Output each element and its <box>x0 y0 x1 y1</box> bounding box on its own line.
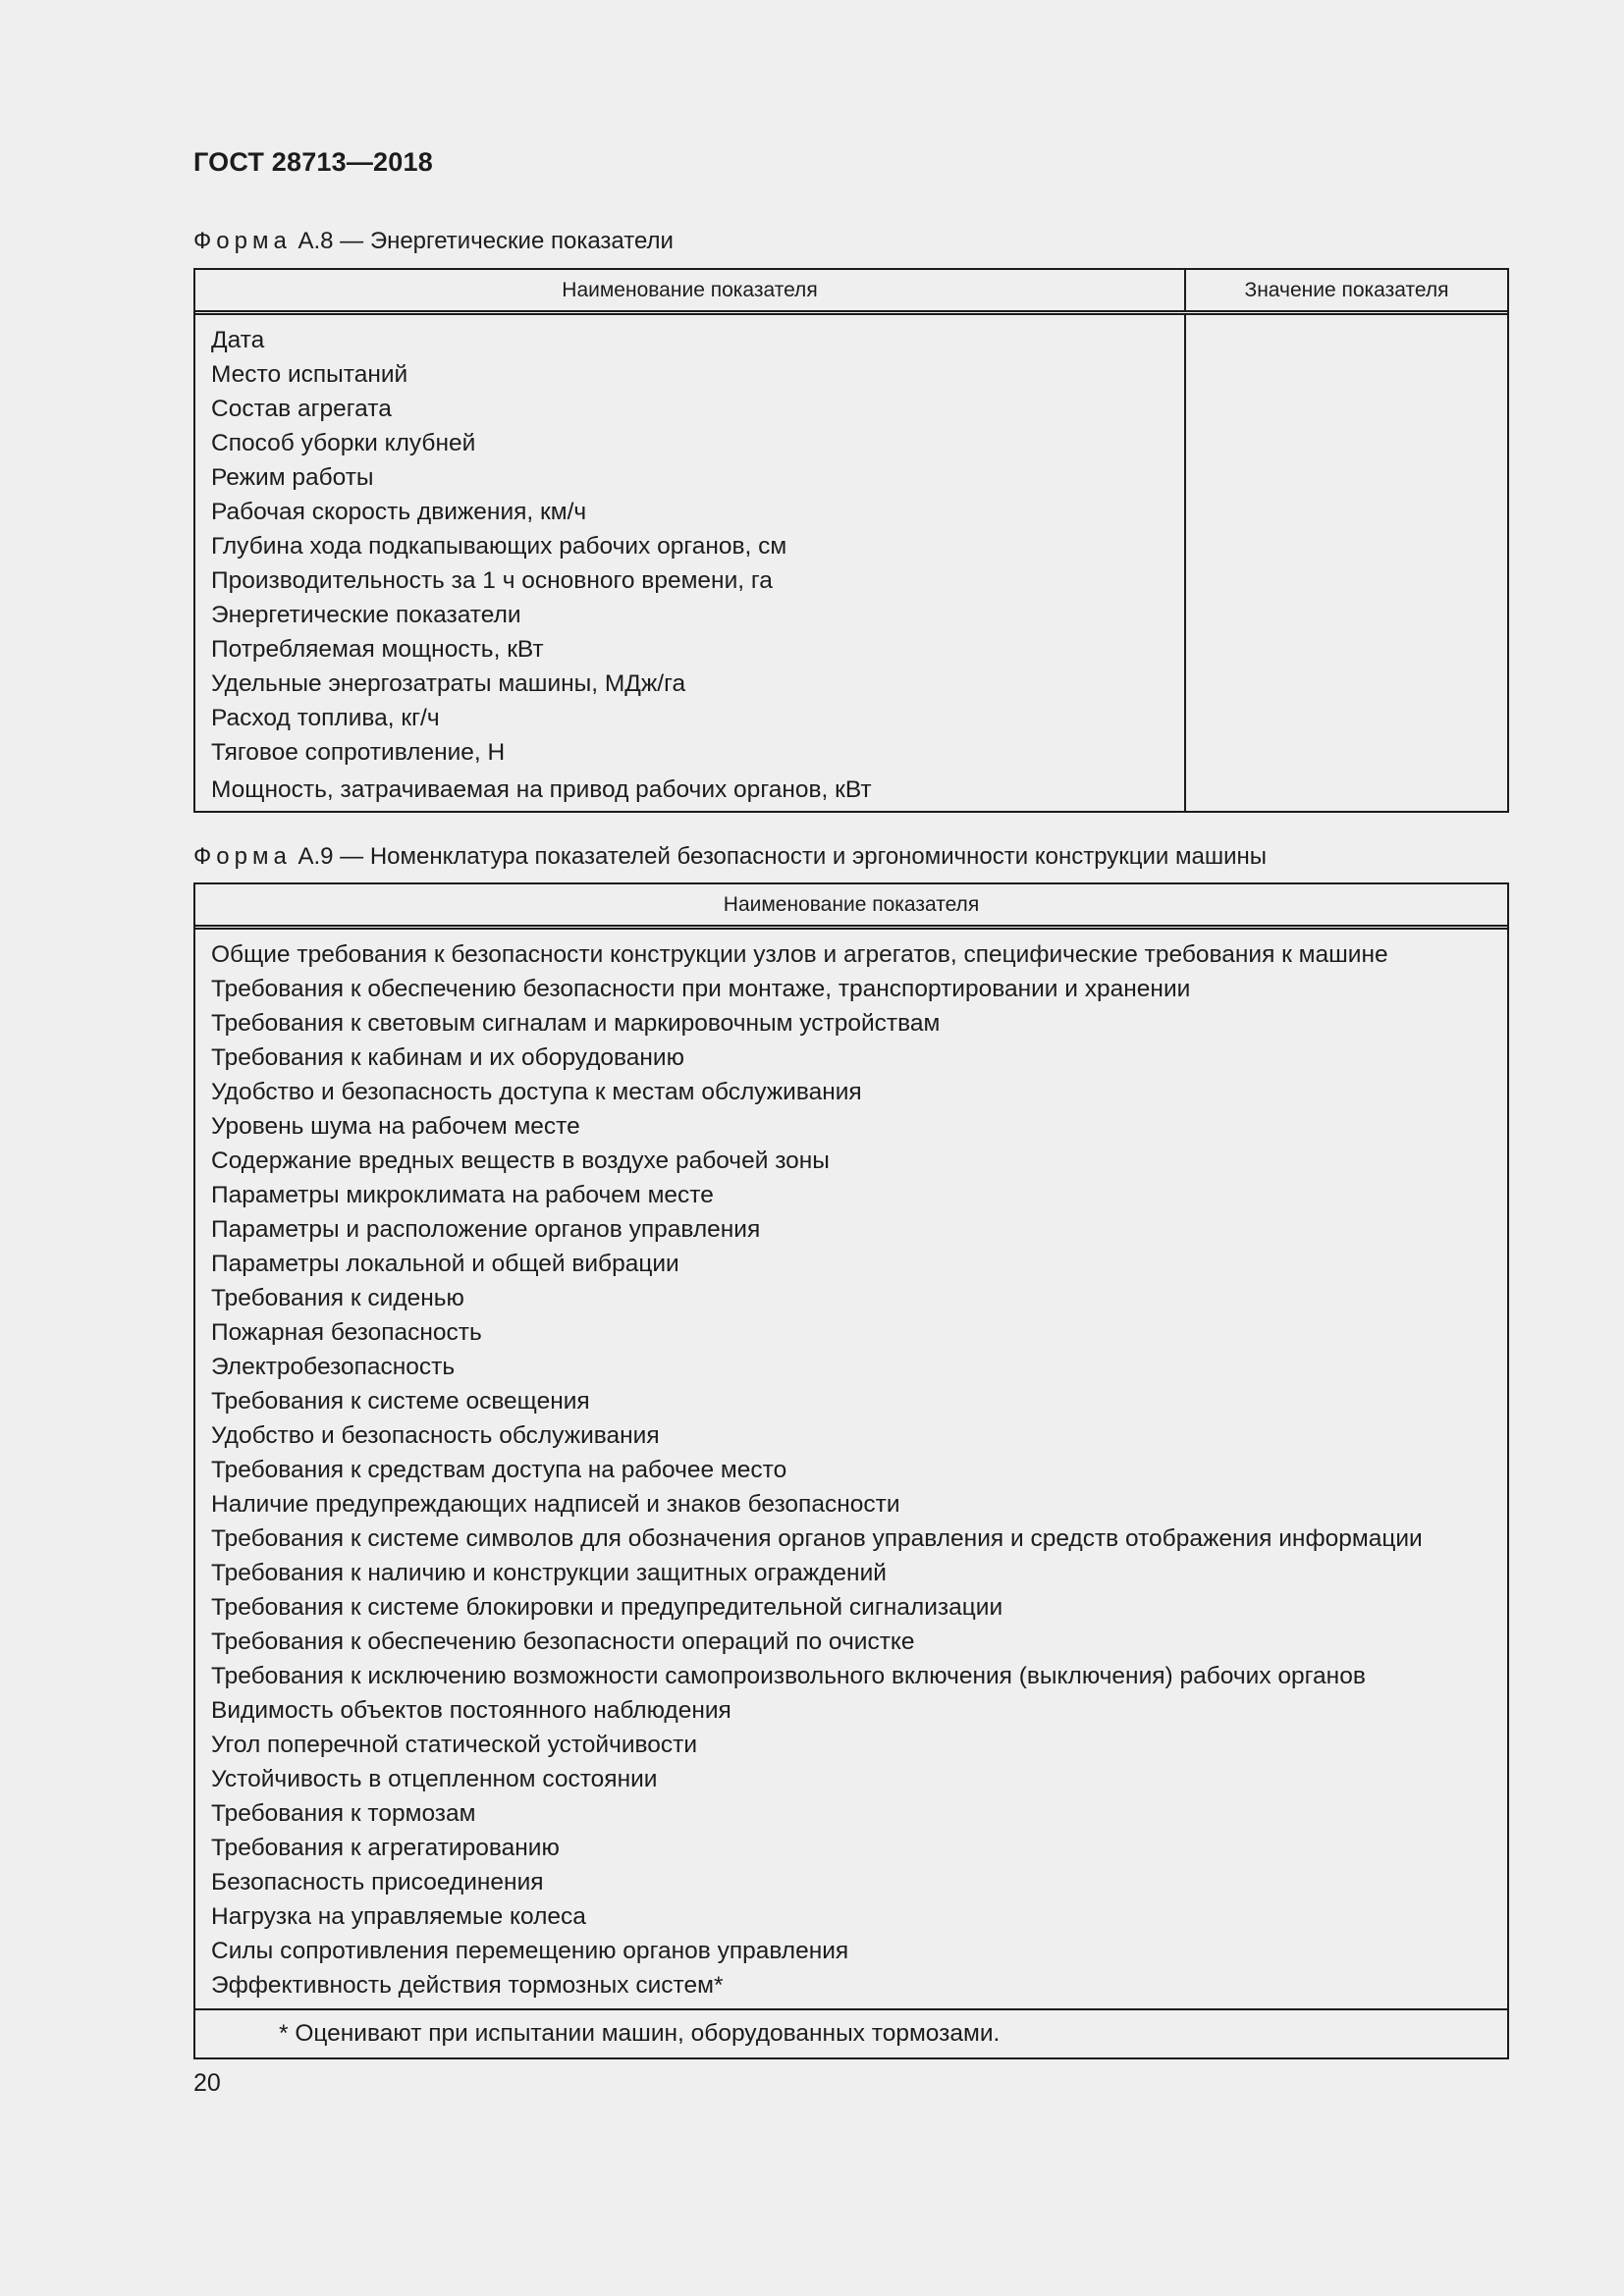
table-row: Устойчивость в отцепленном состоянии <box>211 1766 658 1792</box>
table-row: Удобство и безопасность доступа к местам обслуживания <box>211 1079 862 1105</box>
table-row: Требования к агрегатированию <box>211 1835 560 1861</box>
table-row: Удельные энергозатраты машины, МДж/га <box>211 670 686 697</box>
table-row: Эффективность действия тормозных систем* <box>211 1972 724 1999</box>
table-row: Электробезопасность <box>211 1354 456 1380</box>
form-a8-col-value-header: Значение показателя <box>1244 278 1449 301</box>
form-a8-values-column <box>1186 315 1507 811</box>
document-header: ГОСТ 28713—2018 <box>193 147 433 177</box>
page-number: 20 <box>193 2069 221 2097</box>
table-row: Расход топлива, кг/ч <box>211 705 440 731</box>
form-a9-caption-text: А.9 — Номенклатура показателей безопасности и эргономичности конструкции машины <box>291 843 1268 870</box>
form-a9-footnote: * Оценивают при испытании машин, оборудованных тормозами. <box>195 2008 1507 2057</box>
form-a8-names-column <box>195 315 1186 811</box>
table-row: Требования к средствам доступа на рабочее место <box>211 1457 787 1483</box>
table-row: Общие требования к безопасности конструкции узлов и агрегатов, специфические требования к машине <box>211 941 1388 968</box>
form-a8-caption-label: Форма <box>193 228 292 254</box>
table-row: Тяговое сопротивление, Н <box>211 739 506 766</box>
form-a8-table-header <box>195 270 1507 315</box>
table-row: Параметры микроклимата на рабочем месте <box>211 1182 714 1208</box>
table-row: Требования к системе освещения <box>211 1388 590 1415</box>
table-row: Уровень шума на рабочем месте <box>211 1113 580 1140</box>
table-row: Требования к обеспечению безопасности операций по очистке <box>211 1629 915 1655</box>
table-row: Глубина хода подкапывающих рабочих органов, см <box>211 533 787 560</box>
form-a9-caption-label: Форма <box>193 843 292 870</box>
table-row: Параметры и расположение органов управления <box>211 1216 761 1243</box>
table-row: Состав агрегата <box>211 396 392 422</box>
table-row: Дата <box>211 327 265 353</box>
table-row: Требования к световым сигналам и маркировочным устройствам <box>211 1010 941 1037</box>
table-row: Удобство и безопасность обслуживания <box>211 1422 660 1449</box>
table-row: Режим работы <box>211 464 374 491</box>
table-row: Мощность, затрачиваемая на привод рабочих органов, кВт <box>211 776 872 803</box>
table-row: Производительность за 1 ч основного времени, га <box>211 567 773 594</box>
table-row: Угол поперечной статической устойчивости <box>211 1732 698 1758</box>
form-a8-table-body <box>195 315 1507 811</box>
table-row: Наличие предупреждающих надписей и знаков безопасности <box>211 1491 900 1518</box>
form-a8-col-name-header: Наименование показателя <box>195 270 1186 310</box>
table-row: Способ уборки клубней <box>211 430 476 456</box>
form-a9-table-header <box>195 884 1507 930</box>
table-row: Содержание вредных веществ в воздухе рабочей зоны <box>211 1148 830 1174</box>
form-a8-caption-text: А.8 — Энергетические показатели <box>291 228 674 254</box>
table-row: Требования к тормозам <box>211 1800 476 1827</box>
table-row: Требования к системе блокировки и предупредительной сигнализации <box>211 1594 1003 1621</box>
table-row: Силы сопротивления перемещению органов управления <box>211 1938 849 1964</box>
table-row: Требования к системе символов для обозначения органов управления и средств отображения информации <box>211 1525 1423 1552</box>
table-row: Требования к исключению возможности самопроизвольного включения (выключения) рабочих органов <box>211 1663 1366 1689</box>
table-row: Рабочая скорость движения, км/ч <box>211 499 587 525</box>
table-row: Параметры локальной и общей вибрации <box>211 1251 679 1277</box>
table-row: Требования к сиденью <box>211 1285 464 1311</box>
form-a8-table <box>193 268 1509 813</box>
table-row: Безопасность присоединения <box>211 1869 544 1896</box>
form-a9-table-body <box>195 930 1507 2008</box>
table-row: Требования к кабинам и их оборудованию <box>211 1044 684 1071</box>
form-a9-caption <box>193 843 1267 871</box>
table-row: Место испытаний <box>211 361 408 388</box>
table-row: Требования к наличию и конструкции защитных ограждений <box>211 1560 887 1586</box>
table-row: Нагрузка на управляемые колеса <box>211 1903 586 1930</box>
form-a9-table <box>193 882 1509 2059</box>
table-row: Пожарная безопасность <box>211 1319 482 1346</box>
form-a8-caption <box>193 228 674 255</box>
form-a9-col-name-header: Наименование показателя <box>723 892 980 916</box>
table-row: Потребляемая мощность, кВт <box>211 636 544 663</box>
table-row: Энергетические показатели <box>211 602 521 628</box>
table-row: Требования к обеспечению безопасности при монтаже, транспортировании и хранении <box>211 976 1191 1002</box>
table-row: Видимость объектов постоянного наблюдения <box>211 1697 731 1724</box>
